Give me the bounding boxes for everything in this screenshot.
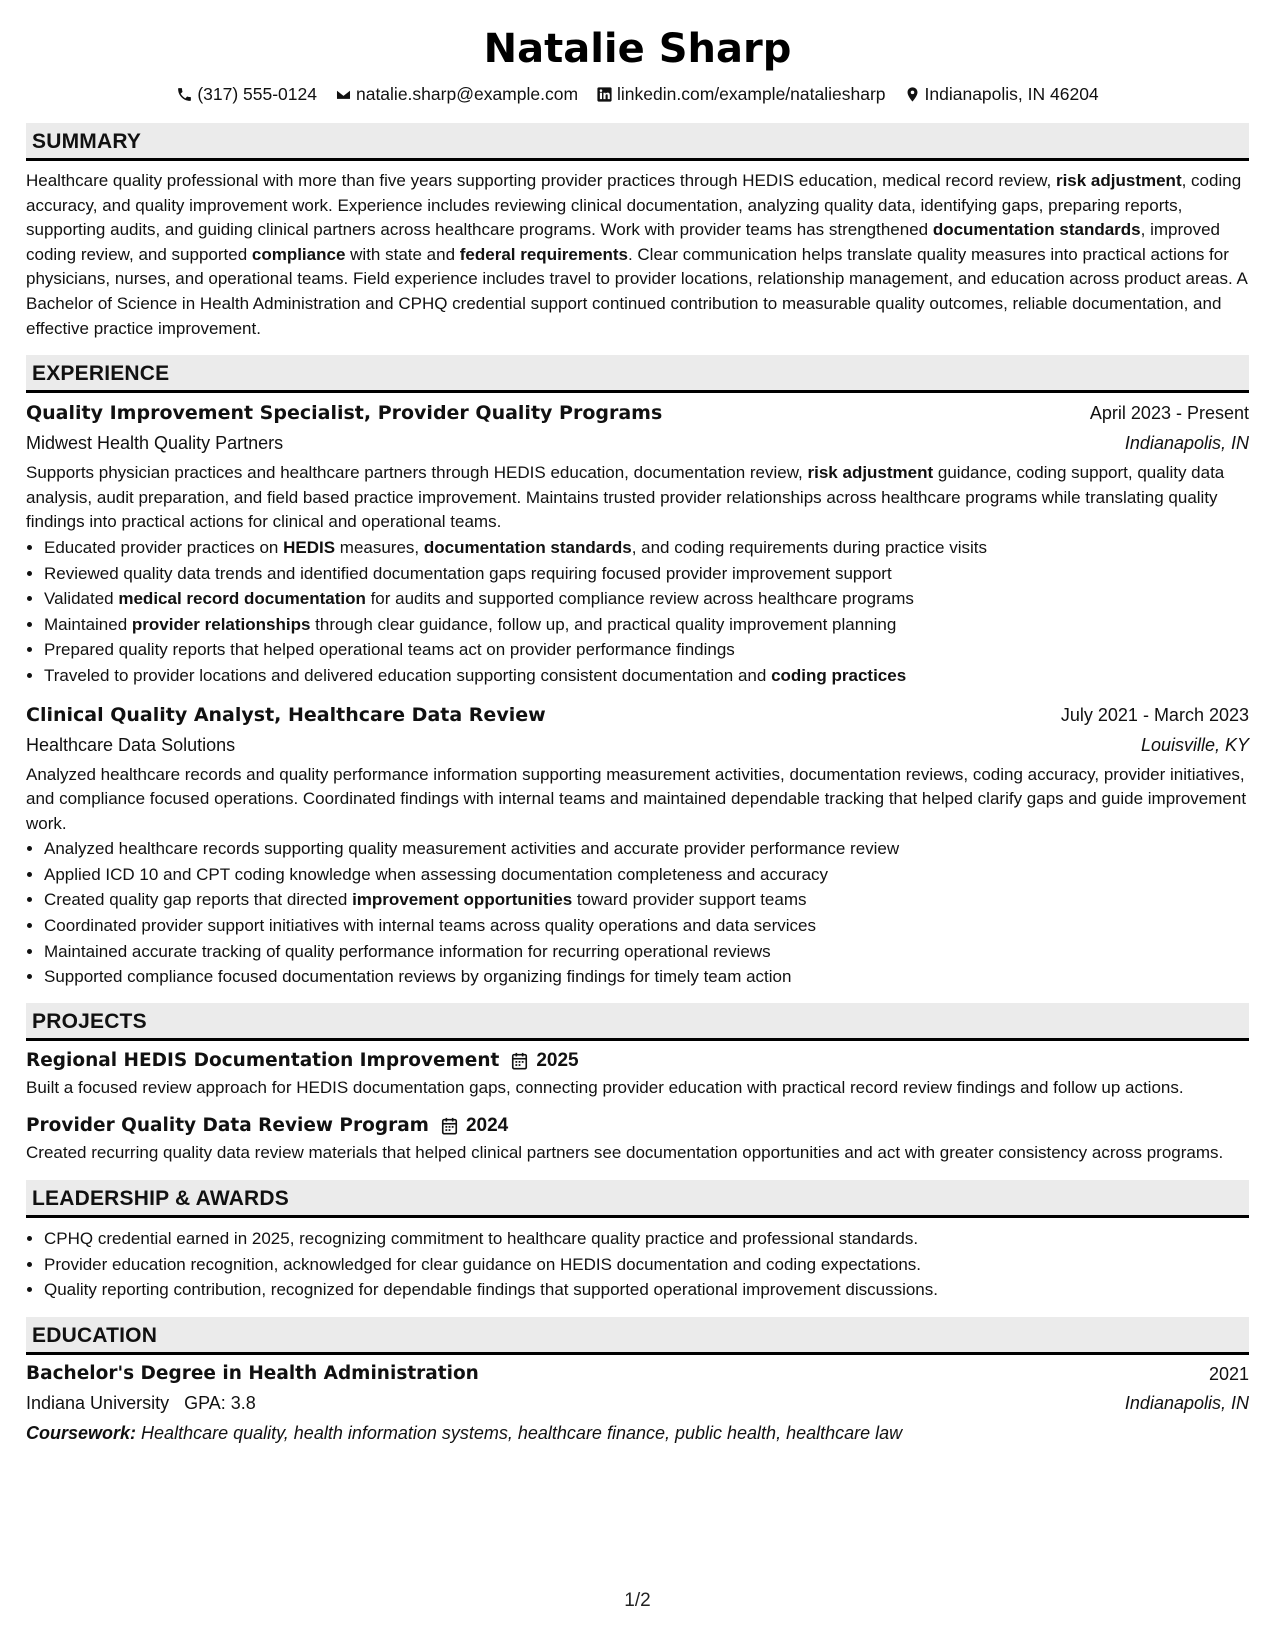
text-run: for audits and supported compliance review across healthcare programs [365,589,914,609]
coursework-label: Coursework: [26,1422,137,1443]
email-link[interactable]: natalie.sharp@example.com [355,84,579,104]
bold-text: compliance [251,244,346,264]
coursework-text: Healthcare quality, health information systems, healthcare finance, public health, healthcare law [141,1422,903,1443]
calendar-icon [441,1117,458,1135]
job-title: Quality Improvement Specialist, Provider Quality Programs [26,402,663,425]
page-number: 1/2 [624,1590,651,1611]
calendar-icon [511,1052,528,1070]
summary-text [26,169,1249,341]
job-bullet [44,561,1249,587]
text-run: Traveled to provider locations and delivered education supporting consistent documentation and [44,665,772,685]
section-heading-leadership: LEADERSHIP & AWARDS [26,1180,1249,1218]
contact-linkedin[interactable] [596,82,885,106]
text-run: Created quality gap reports that directed [44,890,353,910]
text-run: . Clear communication helps translate quality measures into practical actions for physicians, nurses, and operational teams. Field experience includes travel to provider locations, relationship management, and education across product areas. A Bachelor of Science in Health Administration and CPHQ credential support continued contribution to measurable quality outcomes, reliable documentation, and effective practice improvement. [26,244,1247,338]
leadership-item: • Quality reporting contribution, recognized for dependable findings that supported operational improvement discussions. [44,1277,1249,1303]
job-entry [26,700,1249,990]
text-run: through clear guidance, follow up, and practical quality improvement planning [310,614,897,634]
bold-text: documentation standards [423,537,632,557]
school-name: Indiana University [26,1392,170,1413]
text-run: Reviewed quality data trends and identified documentation gaps requiring focused provider improvement support [44,563,892,583]
job-bullet [44,663,1249,689]
text-run: guidance, coding support, quality data analysis, audit preparation, and field based practice improvement. Maintains trusted provider relationships across healthcare programs while translating quality findings into practical actions for clinical and operational teams. [26,463,1225,532]
section-heading-experience: EXPERIENCE [26,355,1249,393]
text-run: , and coding requirements during practice visits [631,537,987,557]
text-run: Healthcare quality professional with more than five years supporting provider practices through HEDIS education, medical record review, [26,171,1056,190]
job-subheader [26,730,1249,760]
bold-text: federal requirements [459,244,628,264]
job-bullet [44,939,1249,965]
leadership-item: • Provider education recognition, acknowledged for clear guidance on HEDIS documentation and coding expectations. [44,1252,1249,1278]
project-header [26,1046,1249,1076]
job-bullet [44,964,1249,990]
text-run: , improved coding review, and supported [26,220,1221,264]
project-year: 2024 [465,1115,509,1137]
job-bullet [44,836,1249,862]
job-bullet [44,586,1249,612]
degree: Bachelor's Degree in Health Administration [26,1362,479,1384]
contact-email[interactable] [335,82,578,106]
bold-text: risk adjustment [1055,171,1182,190]
graduation-year: 2021 [1208,1363,1249,1384]
job-header [26,398,1249,428]
section-heading-projects: PROJECTS [26,1003,1249,1041]
project-description: Created recurring quality data review materials that helped clinical partners see documentation opportunities and act with greater consistency across programs. [26,1143,1224,1163]
bold-text: HEDIS [283,537,336,557]
job-summary [26,461,1249,535]
text-run: Maintained [44,614,132,634]
job-header [26,700,1249,730]
job-location: Louisville, KY [1140,734,1249,755]
project-title: Provider Quality Data Review Program [26,1115,429,1137]
job-location: Indianapolis, IN [1124,433,1249,454]
project-title: Regional HEDIS Documentation Improvement [26,1049,500,1071]
phone-text: (317) 555-0124 [197,84,317,104]
project-entry [26,1046,1249,1101]
project-entry [26,1111,1249,1166]
contact-phone [176,82,317,106]
job-bullet [44,612,1249,638]
bold-text: risk adjustment [807,463,934,483]
text-run: Validated [44,589,119,609]
project-year: 2025 [536,1049,579,1071]
text-run: Maintained accurate tracking of quality performance information for recurring operational reviews [44,941,771,961]
project-header [26,1111,1249,1141]
education-header [26,1360,1249,1388]
job-title: Clinical Quality Analyst, Healthcare Data Review [26,703,546,726]
project-description: Built a focused review approach for HEDIS documentation gaps, connecting provider education with practical record review findings and follow up actions. [26,1077,1184,1097]
contact-location [904,82,1099,106]
envelope-icon [335,86,352,103]
job-bullet [44,913,1249,939]
school-group [26,1388,256,1418]
bold-text: improvement opportunities [352,890,573,910]
job-entry [26,398,1249,688]
job-bullets [26,836,1249,990]
candidate-name: Natalie Sharp [483,26,792,72]
text-run: Applied ICD 10 and CPT coding knowledge when assessing documentation completeness and accuracy [44,864,829,884]
job-company: Midwest Health Quality Partners [26,433,284,454]
bold-text: coding practices [771,665,907,685]
job-subheader [26,428,1249,458]
job-bullet [44,535,1249,561]
project-year-group [441,1111,508,1141]
education-subheader [26,1388,1249,1418]
job-summary [26,763,1249,837]
job-bullets [26,535,1249,689]
bold-text: medical record documentation [118,589,366,609]
project-year-group [511,1046,578,1076]
section-heading-education: EDUCATION [26,1317,1249,1355]
section-heading-summary: SUMMARY [26,123,1249,161]
school-location: Indianapolis, IN [1124,1392,1249,1413]
job-company: Healthcare Data Solutions [26,734,236,755]
job-bullet [44,862,1249,888]
text-run: , coding accuracy, and quality improvement work. Experience includes reviewing clinical documentation, analyzing quality data, identifying gaps, preparing reports, supporting audits, and guiding clinical partners across healthcare programs. Work with provider teams has strengthened [26,171,1242,240]
leadership-item: • CPHQ credential earned in 2025, recognizing commitment to healthcare quality practice and professional standards. [44,1226,1249,1252]
coursework [26,1418,1249,1448]
text-run: Prepared quality reports that helped operational teams act on provider performance findings [44,640,735,660]
bold-text: documentation standards [932,220,1141,240]
text-run: Analyzed healthcare records supporting quality measurement activities and accurate provider performance review [44,839,900,859]
text-run: Supported compliance focused documentation reviews by organizing findings for timely team action [44,967,792,987]
bold-text: provider relationships [131,614,311,634]
linkedin-icon [596,86,613,103]
leadership-list [26,1226,1249,1303]
phone-icon [176,86,193,103]
text-run: Coordinated provider support initiatives with internal teams across quality operations and data services [44,916,817,936]
job-bullet [44,887,1249,913]
contact-bar [26,82,1249,106]
gpa: GPA: 3.8 [184,1392,256,1413]
job-bullet [44,637,1249,663]
text-run: toward provider support teams [572,890,807,910]
text-run: measures, [335,537,424,557]
resume-page [26,0,1249,1448]
map-pin-icon [904,86,921,103]
job-dates: July 2021 - March 2023 [1060,704,1249,725]
linkedin-link[interactable]: linkedin.com/example/nataliesharp [617,84,886,104]
job-dates: April 2023 - Present [1089,403,1249,424]
text-run: Educated provider practices on [44,537,284,557]
location-text: Indianapolis, IN 46204 [924,84,1099,104]
text-run: with state and [345,244,460,264]
text-run: Analyzed healthcare records and quality performance information supporting measurement activities, documentation reviews, coding accuracy, provider initiatives, and compliance focused operations. Coordinated findings with internal teams and maintained dependable tracking that helped clarify gaps and guide improvement work. [26,764,1247,833]
text-run: Supports physician practices and healthcare partners through HEDIS education, documentation review, [26,463,808,483]
